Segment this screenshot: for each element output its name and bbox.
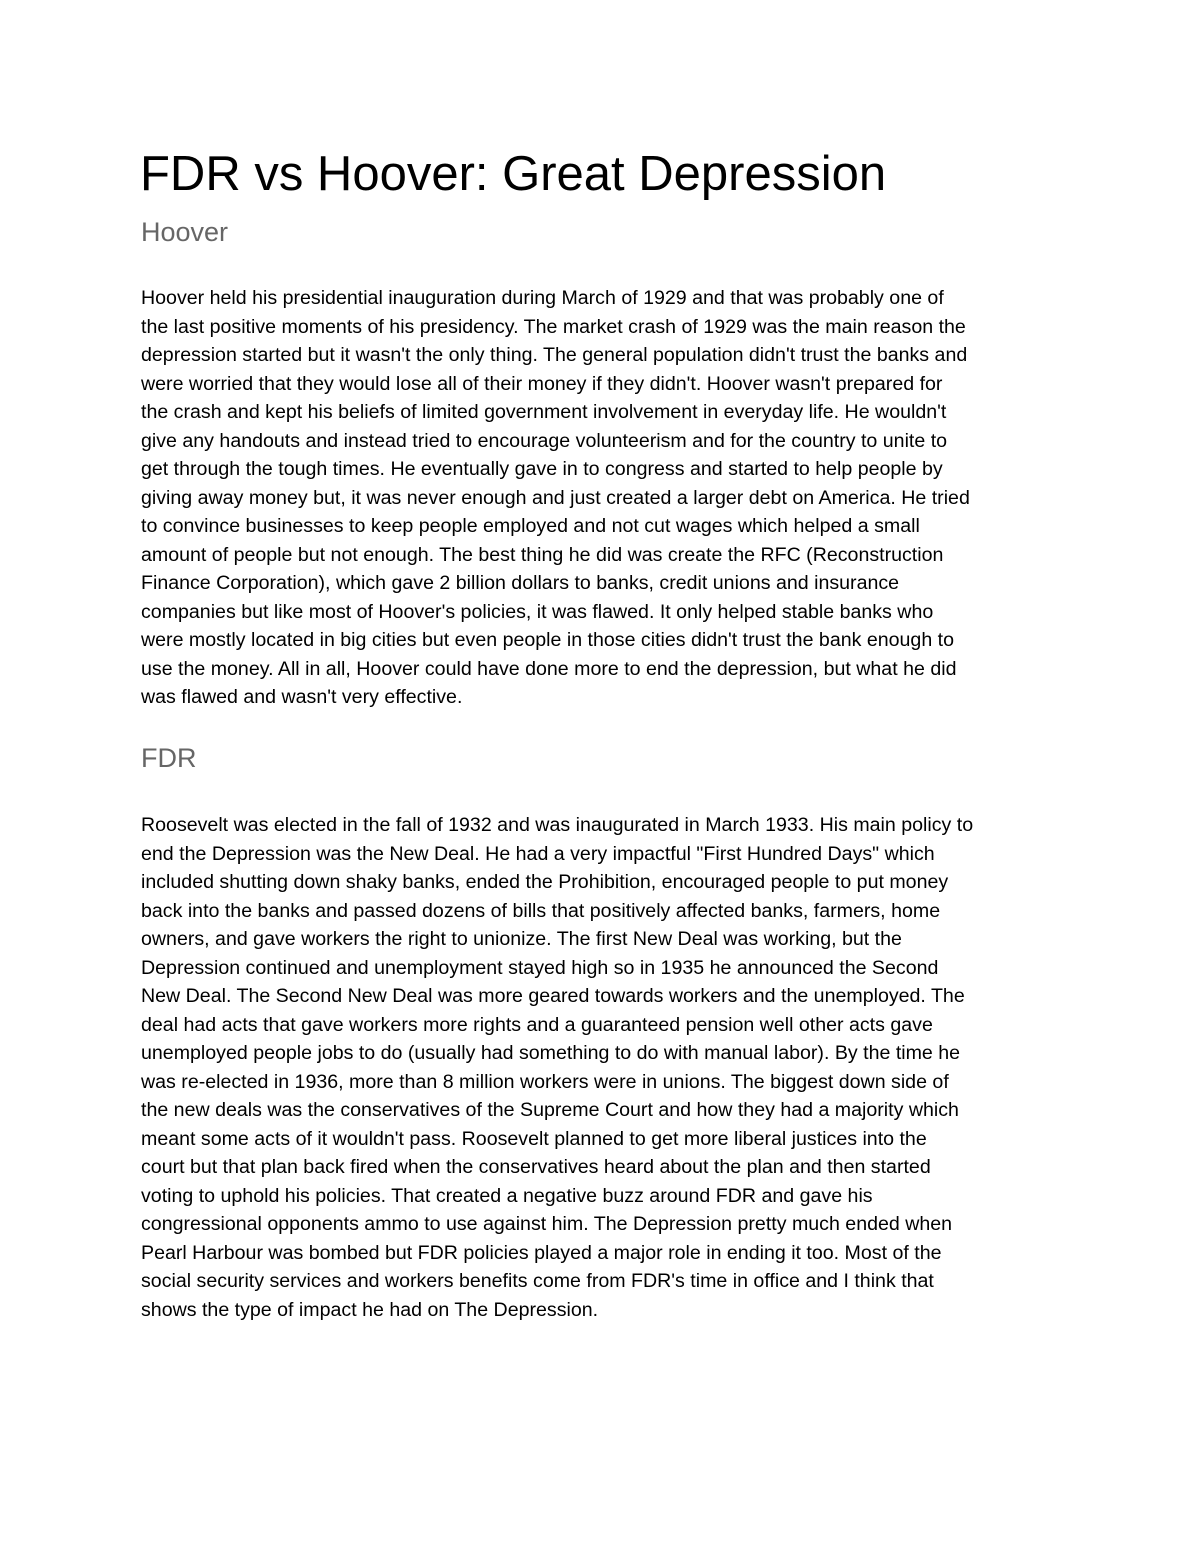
- text-line: to convince businesses to keep people employed and not cut wages which helped a small: [141, 515, 920, 537]
- text-line: Pearl Harbour was bombed but FDR policies played a major role in ending it too. Most of the: [141, 1241, 942, 1264]
- text-line: the new deals was the conservatives of the Supreme Court and how they had a majority which: [141, 1099, 959, 1121]
- text-line: amount of people but not enough. The best thing he did was create the RFC (Reconstruction: [141, 543, 944, 566]
- text-line: New Deal. The Second New Deal was more geared towards workers and the unemployed. The: [141, 985, 965, 1007]
- paragraph-fdr: [141, 811, 973, 1324]
- text-line: depression started but it wasn't the only thing. The general population didn't trust the banks and: [141, 344, 968, 366]
- text-line: congressional opponents ammo to use against him. The Depression pretty much ended when: [141, 1213, 953, 1235]
- section-heading-hoover: Hoover: [141, 217, 229, 247]
- text-line: voting to uphold his policies. That created a negative buzz around FDR and gave his: [141, 1184, 873, 1207]
- text-line: included shutting down shaky banks, ended the Prohibition, encouraged people to put money: [141, 871, 949, 893]
- text-line: give any handouts and instead tried to encourage volunteerism and for the country to unite to: [141, 429, 948, 452]
- text-line: Finance Corporation), which gave 2 billion dollars to banks, credit unions and insurance: [141, 572, 900, 594]
- text-line: social security services and workers benefits come from FDR's time in office and I think that: [141, 1270, 934, 1292]
- text-line: Roosevelt was elected in the fall of 1932 and was inaugurated in March 1933. His main policy to: [141, 814, 974, 836]
- text-line: meant some acts of it wouldn't pass. Roosevelt planned to get more liberal justices into the: [141, 1127, 927, 1150]
- text-line: was flawed and wasn't very effective.: [141, 686, 463, 708]
- text-line: unemployed people jobs to do (usually had something to do with manual labor). By the time he: [141, 1042, 961, 1064]
- text-line: the last positive moments of his presidency. The market crash of 1929 was the main reason the: [141, 315, 966, 338]
- text-line: Hoover held his presidential inauguration during March of 1929 and that was probably one of: [141, 287, 944, 309]
- text-line: shows the type of impact he had on The Depression.: [141, 1298, 599, 1321]
- text-line: get through the tough times. He eventually gave in to congress and started to help people by: [141, 458, 943, 480]
- text-line: giving away money but, it was never enough and just created a larger debt on America. He tried: [141, 486, 970, 509]
- text-line: court but that plan back fired when the conservatives heard about the plan and then started: [141, 1156, 931, 1178]
- text-line: were worried that they would lose all of their money if they didn't. Hoover wasn't prepared for: [141, 372, 943, 395]
- document-title: FDR vs Hoover: Great Depression: [140, 147, 887, 201]
- text-line: deal had acts that gave workers more rights and a guaranteed pension well other acts gave: [141, 1013, 933, 1036]
- text-line: use the money. All in all, Hoover could have done more to end the depression, but what he did: [141, 657, 957, 680]
- text-line: the crash and kept his beliefs of limited government involvement in everyday life. He wouldn't: [141, 401, 947, 423]
- section-heading-fdr: FDR: [141, 743, 197, 773]
- text-line: companies but like most of Hoover's policies, it was flawed. It only helped stable banks who: [141, 600, 934, 623]
- text-line: was re-elected in 1936, more than 8 million workers were in unions. The biggest down side of: [141, 1070, 949, 1093]
- text-line: owners, and gave workers the right to unionize. The first New Deal was working, but the: [141, 928, 902, 950]
- text-line: end the Depression was the New Deal. He had a very impactful "First Hundred Days" which: [141, 842, 935, 865]
- text-line: back into the banks and passed dozens of bills that positively affected banks, farmers, home: [141, 899, 941, 922]
- text-line: were mostly located in big cities but even people in those cities didn't trust the bank enough to: [141, 629, 955, 651]
- paragraph-hoover: [141, 284, 970, 712]
- text-line: Depression continued and unemployment stayed high so in 1935 he announced the Second: [141, 956, 939, 979]
